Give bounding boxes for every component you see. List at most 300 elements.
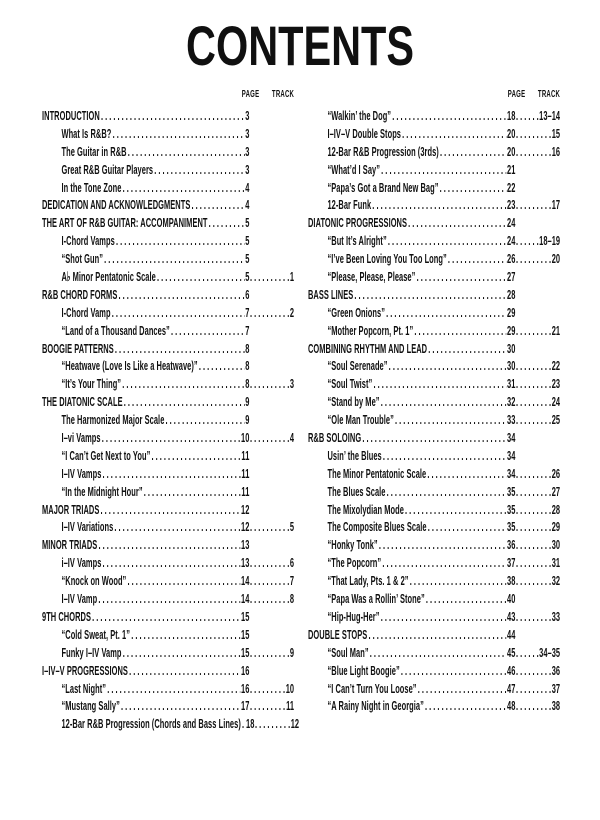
dot-leader (381, 555, 506, 570)
dot-leader (425, 591, 507, 606)
toc-entry-title: “Ole Man Trouble” (327, 412, 394, 428)
page-number: 28 (507, 286, 516, 302)
toc-entry-title: “Stand by Me” (327, 394, 380, 410)
dot-leader (417, 681, 507, 696)
dot-leader (164, 412, 244, 427)
page-number: 8 (245, 358, 250, 374)
toc-entry-title: A♭ Minor Pentatonic Scale (61, 269, 156, 285)
page-number: 5 (245, 269, 250, 285)
dot-leader (120, 698, 241, 713)
toc-row (42, 144, 294, 162)
dot-leader (394, 412, 507, 427)
page-number: 16 (241, 680, 250, 696)
track-number: 9 (289, 644, 295, 660)
dot-leader (424, 698, 507, 713)
page-number: 34 (507, 430, 516, 446)
toc-entry-title: “Soul Man” (327, 644, 369, 660)
page-number: 11 (241, 447, 250, 463)
toc-entry-title: 12-Bar R&B Progression (3rds) (327, 143, 439, 159)
track-number: 2 (289, 304, 295, 320)
toc-row (308, 215, 560, 233)
track-dot-leader (249, 269, 289, 284)
page-number: 15 (241, 608, 250, 624)
toc-row (308, 162, 560, 180)
toc-entry-title: “I’ve Been Loving You Too Long” (327, 251, 447, 267)
track-cell (249, 645, 294, 660)
track-cell (515, 466, 560, 481)
track-number: 17 (551, 197, 561, 213)
page-number: 18 (246, 716, 255, 732)
dot-leader (404, 502, 507, 517)
toc-row (42, 215, 294, 233)
toc-row (42, 162, 294, 180)
toc-entry-title: “Green Onions” (327, 304, 385, 320)
dot-leader (111, 126, 244, 141)
toc-entry-title: In the Tone Zone (61, 179, 122, 195)
page-number: 40 (507, 591, 516, 607)
page-number: 15 (241, 644, 250, 660)
page-number: 46 (507, 662, 516, 678)
page-number: 14 (241, 573, 250, 589)
page-number: 8 (245, 340, 250, 356)
track-number: 1 (289, 269, 295, 285)
page-number: 30 (507, 358, 516, 374)
toc-entry-title: “It’s Your Thing” (61, 376, 122, 392)
track-number: 21 (551, 322, 561, 338)
page-number: 15 (241, 626, 250, 642)
toc-row (42, 394, 294, 412)
dot-leader (447, 251, 507, 266)
track-dot-leader (515, 609, 551, 624)
dot-leader (371, 197, 506, 212)
dot-leader (439, 180, 507, 195)
track-number: 15 (551, 125, 561, 141)
track-number: 28 (551, 501, 561, 517)
track-cell (249, 698, 294, 713)
toc-row (308, 573, 560, 591)
track-number: 22 (551, 358, 561, 374)
toc-row (42, 681, 294, 699)
toc-entry-title: The Harmonized Major Scale (61, 412, 165, 428)
dot-leader (413, 323, 506, 338)
track-number: 10 (285, 680, 295, 696)
track-number: 13–14 (539, 108, 561, 123)
toc-row (42, 305, 294, 323)
dot-leader (190, 197, 244, 212)
page-number: 12 (241, 501, 250, 517)
page-number: 20 (507, 143, 516, 159)
toc-row (42, 269, 294, 287)
track-cell (515, 197, 560, 212)
toc-row (308, 555, 560, 573)
track-number: 34–35 (539, 644, 561, 660)
dot-leader (400, 663, 507, 678)
toc-entry-title: DEDICATION AND ACKNOWLEDGMENTS (42, 197, 191, 213)
track-cell (515, 126, 560, 141)
track-dot-leader (249, 591, 289, 606)
track-dot-leader (515, 412, 551, 427)
page-number: 47 (507, 680, 516, 696)
page-number: 10 (241, 430, 250, 446)
toc-row (308, 144, 560, 162)
dot-leader (106, 681, 240, 696)
dot-leader (427, 341, 506, 356)
track-dot-leader (515, 197, 551, 212)
page-title-text: CONTENTS (186, 14, 414, 77)
toc-row (42, 323, 294, 341)
dot-leader (208, 215, 245, 230)
page-number: 31 (507, 376, 516, 392)
page-number: 24 (507, 233, 516, 249)
dot-leader (378, 537, 507, 552)
page-number: 37 (507, 555, 516, 571)
dot-leader (115, 233, 245, 248)
toc-entry-title: “Cold Sweat, Pt. 1” (61, 626, 131, 642)
track-dot-leader (515, 144, 551, 159)
toc-entry-title: “Please, Please, Please” (327, 269, 416, 285)
page-number: 44 (507, 626, 516, 642)
page-number: 14 (241, 591, 250, 607)
track-dot-leader (249, 573, 289, 588)
page-number: 16 (241, 662, 250, 678)
dot-leader (427, 519, 507, 534)
track-number: 33 (551, 608, 561, 624)
toc-column-right-inner (308, 88, 560, 716)
toc-entry-title: “In the Midnight Hour” (61, 483, 143, 499)
dot-leader (91, 609, 240, 624)
toc-row (42, 430, 294, 448)
track-number: 23 (551, 376, 561, 392)
track-dot-leader (515, 484, 551, 499)
track-number: 26 (551, 465, 561, 481)
track-number: 8 (289, 591, 295, 607)
toc-entry-title: What Is R&B? (61, 125, 112, 141)
toc-entry-title: THE DIATONIC SCALE (42, 394, 123, 410)
toc-row (308, 466, 560, 484)
toc-entry-title: “Mustang Sally” (61, 698, 120, 714)
track-number: 4 (289, 430, 295, 446)
contents-page (0, 14, 600, 820)
track-dot-leader (249, 305, 289, 320)
track-dot-leader (254, 716, 290, 731)
toc-row (42, 555, 294, 573)
track-number: 16 (551, 143, 561, 159)
column-header-row (308, 88, 560, 104)
dot-leader (101, 555, 240, 570)
toc-entry-title: COMBINING RHYTHM AND LEAD (308, 340, 428, 356)
toc-entry-title: “What’d I Say” (327, 161, 381, 177)
toc-row (308, 358, 560, 376)
dot-leader (123, 394, 245, 409)
toc-row (308, 251, 560, 269)
toc-row (308, 233, 560, 251)
track-number: 30 (551, 537, 561, 553)
page-number: 9 (245, 412, 250, 428)
track-cell (249, 555, 294, 570)
track-dot-leader (249, 645, 289, 660)
track-number: 5 (289, 519, 295, 535)
toc-entry-title: “Land of a Thousand Dances” (61, 322, 170, 338)
column-header-page: PAGE (241, 88, 260, 100)
page-number: 21 (507, 161, 516, 177)
toc-row (308, 305, 560, 323)
toc-row (42, 358, 294, 376)
dot-leader (103, 251, 245, 266)
toc-entry-title: “Walkin’ the Dog” (327, 108, 392, 123)
page-number: 3 (245, 125, 250, 141)
toc-row (42, 698, 294, 716)
page-number: 26 (507, 251, 516, 267)
dot-leader (122, 645, 241, 660)
page-number: 5 (245, 233, 250, 249)
toc-entry-title: “The Popcorn” (327, 555, 382, 571)
toc-row (42, 197, 294, 215)
dot-leader (369, 645, 507, 660)
track-cell (515, 251, 560, 266)
page-number: 3 (245, 143, 250, 159)
page-number: 18 (507, 108, 516, 123)
toc-entry-title: “A Rainy Night in Georgia” (327, 698, 424, 714)
page-number: 29 (507, 322, 516, 338)
track-cell (249, 269, 294, 284)
track-dot-leader (515, 537, 551, 552)
toc-entry-title: “Mother Popcorn, Pt. 1” (327, 322, 414, 338)
dot-leader (382, 448, 507, 463)
toc-entry-title: Great R&B Guitar Players (61, 161, 154, 177)
dot-leader (97, 591, 240, 606)
dot-leader (385, 484, 506, 499)
page-number: 45 (507, 644, 516, 660)
toc-entry-title: “Last Night” (61, 680, 107, 696)
toc-row (42, 466, 294, 484)
track-cell (515, 663, 560, 678)
toc-entry-title: “Heatwave (Love Is Like a Heatwave)” (61, 358, 198, 374)
toc-row (308, 197, 560, 215)
toc-entry-title: “I Can’t Get Next to You” (61, 447, 151, 463)
toc-entry-title: I–IV Vamps (61, 465, 102, 481)
dot-leader (380, 609, 507, 624)
dot-leader (409, 573, 507, 588)
page-number: 11 (241, 465, 250, 481)
dot-leader (439, 144, 507, 159)
dot-leader (388, 358, 507, 373)
page-number: 35 (507, 519, 516, 535)
toc-entry-title: 9TH CHORDS (42, 608, 92, 624)
toc-entry-title: The Composite Blues Scale (327, 519, 427, 535)
toc-row (308, 484, 560, 502)
track-dot-leader (249, 555, 289, 570)
toc-row (42, 448, 294, 466)
track-dot-leader (515, 466, 551, 481)
track-dot-leader (515, 681, 551, 696)
page-title (0, 14, 600, 77)
toc-row (42, 502, 294, 520)
track-number: 7 (289, 573, 295, 589)
toc-entry-title: “Hip-Hug-Her” (327, 608, 380, 624)
dot-leader (426, 466, 506, 481)
track-number: 18–19 (539, 233, 561, 249)
toc-row (42, 519, 294, 537)
toc-row (42, 126, 294, 144)
toc-row (308, 180, 560, 198)
track-dot-leader (515, 645, 539, 660)
track-number: 20 (551, 251, 561, 267)
toc-row (308, 412, 560, 430)
page-number: 29 (507, 304, 516, 320)
track-number: 12 (290, 716, 300, 732)
track-number: 29 (551, 519, 561, 535)
track-number: 36 (551, 662, 561, 678)
toc-entry-title: MAJOR TRIADS (42, 501, 100, 517)
toc-entry-title: “But It’s Alright” (327, 233, 387, 249)
toc-row (308, 537, 560, 555)
page-number: 3 (245, 108, 250, 123)
toc-row (308, 681, 560, 699)
dot-leader (99, 502, 240, 517)
track-cell (515, 645, 560, 660)
dot-leader (380, 394, 507, 409)
page-number: 7 (245, 322, 250, 338)
toc-entry-title: MINOR TRIADS (42, 537, 98, 553)
page-number: 7 (245, 304, 250, 320)
track-dot-leader (515, 519, 551, 534)
track-cell (515, 537, 560, 552)
page-number: 48 (507, 698, 516, 714)
track-number: 3 (289, 376, 295, 392)
page-number: 5 (245, 251, 250, 267)
dot-leader (128, 663, 240, 678)
toc-entry-title: I–IV Variations (61, 519, 114, 535)
toc-entry-title: I-Chord Vamp (61, 304, 111, 320)
track-cell (515, 681, 560, 696)
toc-entry-title: Funky I–IV Vamp (61, 644, 122, 660)
toc-row (308, 448, 560, 466)
dot-leader (372, 376, 506, 391)
dot-leader (198, 358, 245, 373)
dot-leader (97, 537, 240, 552)
track-number: 37 (551, 680, 561, 696)
track-cell (515, 573, 560, 588)
track-cell (515, 233, 560, 248)
toc-row (42, 341, 294, 359)
page-number: 12 (241, 519, 250, 535)
toc-entry-title: “Shot Gun” (61, 251, 104, 267)
toc-row (308, 323, 560, 341)
page-number: 20 (507, 125, 516, 141)
track-dot-leader (515, 323, 551, 338)
toc-entry-title: I–IV–V PROGRESSIONS (42, 662, 128, 678)
page-number: 8 (245, 376, 250, 392)
toc-row (308, 502, 560, 520)
track-cell (515, 502, 560, 517)
toc-row (42, 716, 300, 734)
toc-entry-title: DOUBLE STOPS (308, 626, 368, 642)
track-cell (515, 519, 560, 534)
toc-row (42, 233, 294, 251)
dot-leader (130, 627, 240, 642)
track-cell (515, 698, 560, 713)
toc-entry-title: “Soul Serenade” (327, 358, 388, 374)
track-dot-leader (515, 126, 551, 141)
track-number: 6 (289, 555, 295, 571)
toc-row (308, 394, 560, 412)
toc-entry-title: I–vi Vamps (61, 430, 101, 446)
page-number: 17 (241, 698, 250, 714)
toc-row (42, 287, 294, 305)
page-number: 33 (507, 412, 516, 428)
track-cell (249, 681, 294, 696)
column-header-track: TRACK (537, 88, 561, 100)
track-cell (515, 108, 560, 123)
track-dot-leader (249, 376, 289, 391)
toc-entry-title: i–IV Vamps (61, 555, 102, 571)
dot-leader (153, 162, 245, 177)
track-cell (515, 323, 560, 338)
track-dot-leader (249, 519, 289, 534)
dot-leader (150, 448, 240, 463)
track-dot-leader (515, 251, 551, 266)
dot-leader (415, 269, 506, 284)
toc-row (308, 627, 560, 645)
column-header-track: TRACK (271, 88, 295, 100)
track-cell (515, 555, 560, 570)
track-cell (515, 144, 560, 159)
track-dot-leader (515, 394, 551, 409)
page-number: 38 (507, 573, 516, 589)
toc-column-left-inner (42, 88, 300, 734)
track-dot-leader (515, 698, 551, 713)
column-header-page: PAGE (507, 88, 526, 100)
toc-row (308, 609, 560, 627)
track-cell (515, 358, 560, 373)
toc-entry-title: “Soul Twist” (327, 376, 373, 392)
page-number: 27 (507, 269, 516, 285)
dot-leader (385, 305, 506, 320)
page-number: 4 (245, 197, 250, 213)
toc-entry-title: I-Chord Vamps (61, 233, 115, 249)
toc-row (42, 573, 294, 591)
toc-entry-title: The Blues Scale (327, 483, 386, 499)
track-dot-leader (249, 681, 285, 696)
toc-entry-title: BASS LINES (308, 286, 354, 302)
track-dot-leader (515, 358, 551, 373)
toc-entry-title: Usin’ the Blues (327, 447, 382, 463)
track-number: 32 (551, 573, 561, 589)
track-number: 11 (286, 698, 295, 714)
toc-column-right (308, 88, 560, 734)
track-cell (249, 519, 294, 534)
column-header-row (42, 88, 294, 104)
track-number: 31 (551, 555, 561, 571)
toc-row (42, 484, 294, 502)
toc-row (308, 269, 560, 287)
page-number: 11 (241, 483, 250, 499)
dot-leader (126, 573, 240, 588)
dot-leader (143, 484, 241, 499)
page-number: 3 (245, 161, 250, 177)
toc-row (42, 108, 294, 126)
track-cell (515, 412, 560, 427)
dot-leader (111, 305, 245, 320)
track-dot-leader (515, 502, 551, 517)
track-cell (515, 484, 560, 499)
dot-leader (170, 323, 245, 338)
dot-leader (391, 108, 506, 123)
toc-row (42, 627, 294, 645)
toc-entry-title: “I Can’t Turn You Loose” (327, 680, 417, 696)
page-number: 22 (507, 179, 516, 195)
toc-columns (42, 88, 600, 734)
